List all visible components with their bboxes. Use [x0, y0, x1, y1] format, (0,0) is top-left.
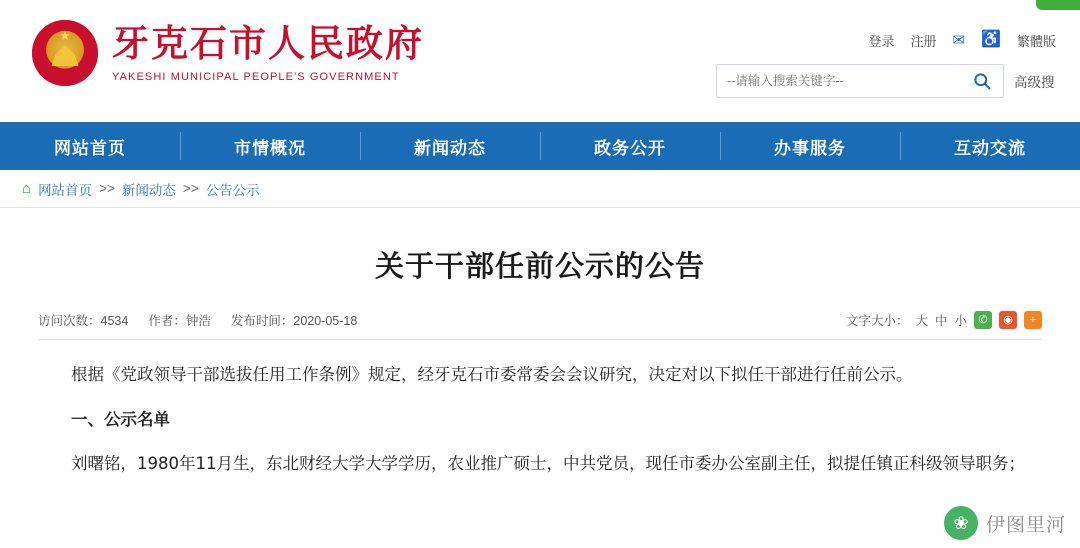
- watermark-logo-icon: ❀: [944, 506, 978, 540]
- site-header: [0, 0, 1080, 122]
- site-brand-text: [112, 23, 424, 84]
- article-paragraph: 刘曙铭，1980年11月生，东北财经大学大学学历，农业推广硕士，中共党员，现任市委办公室副主任，拟提任镇正科级领导职务；: [71, 454, 1025, 474]
- watermark-text: 伊图里河: [985, 513, 1066, 536]
- register-link[interactable]: 注册: [910, 33, 937, 49]
- article-body: [38, 340, 1042, 482]
- font-size-medium[interactable]: 中: [934, 314, 948, 328]
- nav-item-interaction[interactable]: 互动交流: [900, 122, 1080, 170]
- search-icon: [972, 71, 992, 91]
- share-weibo-icon[interactable]: ◉: [999, 311, 1017, 329]
- breadcrumb-separator: >>: [182, 181, 199, 196]
- site-brand[interactable]: [24, 0, 424, 86]
- main-nav: [0, 122, 1080, 170]
- mail-icon[interactable]: ✉: [952, 31, 966, 49]
- advanced-search-link[interactable]: 高级搜: [1014, 75, 1055, 90]
- search-box[interactable]: [716, 64, 1004, 98]
- breadcrumb-item-news[interactable]: 新闻动态: [121, 182, 176, 198]
- share-more-icon[interactable]: +: [1024, 311, 1042, 329]
- header-right: [716, 0, 1056, 98]
- view-count: 访问次数：4534: [38, 314, 129, 328]
- breadcrumb-item-announcements[interactable]: 公告公示: [205, 182, 260, 198]
- article-meta: [38, 311, 1042, 340]
- author: 作者：钟浩: [148, 314, 211, 328]
- login-link[interactable]: 登录: [868, 33, 895, 49]
- page-title: 关于干部任前公示的公告: [374, 249, 705, 283]
- traditional-chinese-link[interactable]: 繁體版: [1016, 33, 1056, 49]
- font-size-small[interactable]: 小: [954, 314, 967, 328]
- nav-item-news[interactable]: 新闻动态: [360, 122, 540, 170]
- breadcrumb-item-home[interactable]: 网站首页: [38, 182, 93, 198]
- article-section-heading: 一、公示名单: [71, 409, 170, 429]
- search-button[interactable]: [961, 65, 1003, 97]
- font-size-large[interactable]: 大: [915, 314, 928, 328]
- national-emblem-icon: [32, 20, 98, 86]
- article: [0, 208, 1080, 482]
- nav-item-city-overview[interactable]: 市情概况: [180, 122, 360, 170]
- nav-item-government-affairs[interactable]: 政务公开: [540, 122, 720, 170]
- watermark: [944, 506, 1066, 540]
- utility-bar: [716, 30, 1056, 50]
- search-input[interactable]: [717, 65, 961, 97]
- site-title-cn: 牙克石市人民政府: [112, 21, 424, 65]
- publish-time: 发布时间：2020-05-18: [230, 314, 358, 328]
- breadcrumb-separator: >>: [99, 181, 115, 196]
- site-title-en: YAKESHI MUNICIPAL PEOPLE'S GOVERNMENT: [112, 71, 400, 84]
- breadcrumb: [0, 170, 1080, 208]
- nav-item-services[interactable]: 办事服务: [720, 122, 900, 170]
- search-row: [716, 64, 1056, 98]
- font-size-label: 文字大小：: [845, 314, 909, 328]
- accessibility-icon[interactable]: ♿: [981, 31, 1001, 48]
- home-icon: ⌂: [22, 180, 32, 197]
- nav-item-home[interactable]: 网站首页: [54, 138, 126, 159]
- article-paragraph: 根据《党政领导干部选拔任用工作条例》规定，经牙克石市委常委会会议研究，决定对以下拟任干部进行任前公示。: [71, 365, 913, 384]
- share-wechat-icon[interactable]: ✆: [974, 311, 992, 329]
